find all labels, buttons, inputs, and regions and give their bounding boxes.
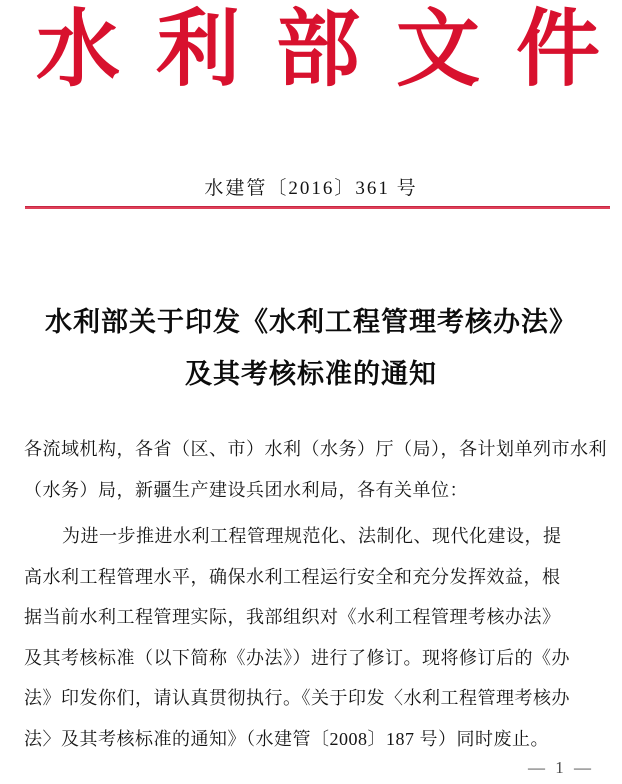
doc-body [24, 429, 607, 759]
salutation-line: 各流域机构，各省（区、市）水利（水务）厅（局），各计划单列市水利 [24, 439, 607, 459]
paragraph-line: 高水利工程管理水平，确保水利工程运行安全和充分发挥效益，根 [24, 566, 561, 587]
salutation-line: （水务）局，新疆生产建设兵团水利局，各有关单位： [24, 479, 468, 500]
paragraph-line: 及其考核标准（以下简称《办法》）进行了修订。现将修订后的《办 [24, 647, 570, 668]
letterhead-title [36, 6, 600, 95]
letterhead-char: 文 [395, 4, 480, 97]
letterhead-char: 水 [36, 4, 121, 97]
red-divider-rule [25, 206, 610, 209]
letterhead-char: 件 [515, 4, 600, 97]
letterhead-char: 利 [155, 4, 240, 97]
doc-reference-number: 水建管〔2016〕361 号 [204, 178, 418, 199]
paragraph-line: 法》印发你们，请认真贯彻执行。《关于印发〈水利工程管理考核办 [24, 688, 570, 708]
doc-title-line-2: 及其考核标准的通知 [185, 359, 437, 389]
doc-title-line-1: 水利部关于印发《水利工程管理考核办法》 [45, 307, 577, 337]
paragraph-line: 据当前水利工程管理实际，我部组织对《水利工程管理考核办法》 [24, 607, 561, 627]
paragraph-line: 为进一步推进水利工程管理规范化、法制化、现代化建设，提 [62, 526, 562, 546]
letterhead-char: 部 [275, 4, 360, 97]
paragraph-line: 法〉及其考核标准的通知》（水建管〔2008〕187 号）同时废止。 [24, 728, 549, 749]
page-number: — 1 — [528, 758, 594, 777]
